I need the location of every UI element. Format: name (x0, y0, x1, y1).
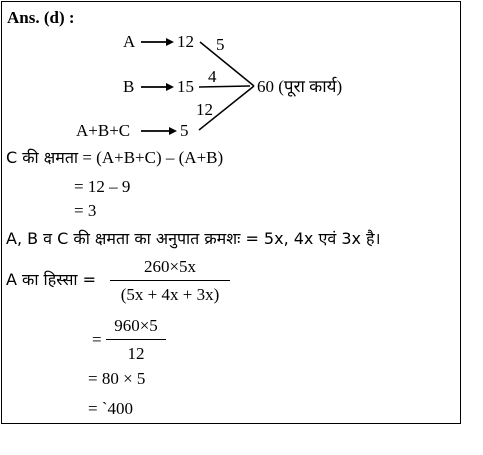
a-share-prefix (6, 270, 96, 290)
row-a-value: 12 (177, 32, 194, 51)
fraction-2-equals: = (92, 330, 102, 349)
step-80-times-5: = 80 × 5 (88, 369, 146, 388)
row-c-label: A+B+C (76, 121, 131, 140)
a-share-label: A का हिस्सा = (6, 270, 97, 289)
total-work-text: 60 (पूरा कार्य) (257, 77, 343, 96)
ratio-statement (6, 229, 381, 249)
branch-bot-label: 12 (196, 100, 213, 119)
fraction-2-numerator: 960×5 (114, 316, 158, 335)
row-a-label: A (123, 32, 136, 51)
step-12-minus-9: = 12 – 9 (74, 177, 131, 196)
fraction-1 (110, 257, 230, 305)
row-b-value: 15 (177, 77, 194, 96)
step-equals-3: = 3 (74, 201, 97, 220)
row-c-value: 5 (180, 121, 189, 140)
final-answer: = `400 (88, 399, 133, 418)
fraction-1-numerator: 260×5x (143, 257, 197, 276)
c-efficiency-expr: = (A+B+C) – (A+B) (82, 148, 224, 167)
c-efficiency-line (6, 148, 223, 168)
ratio-text: A, B व C की क्षमता का अनुपात क्रमशः = 5x, 4x एवं 3x है। (6, 229, 381, 248)
answer-heading: Ans. (d) : (7, 8, 75, 27)
branch-mid-label: 4 (208, 67, 217, 86)
total-work-label (257, 77, 342, 97)
fraction-1-bar (110, 280, 230, 281)
row-b-label: B (123, 77, 135, 96)
fraction-2-bar (106, 339, 166, 340)
c-efficiency-prefix: C की क्षमता (6, 148, 79, 167)
fraction-1-denominator: (5x + 4x + 3x) (120, 285, 220, 304)
fraction-2-denominator: 12 (127, 344, 145, 363)
branch-top-label: 5 (216, 35, 225, 54)
fraction-2 (106, 316, 166, 364)
